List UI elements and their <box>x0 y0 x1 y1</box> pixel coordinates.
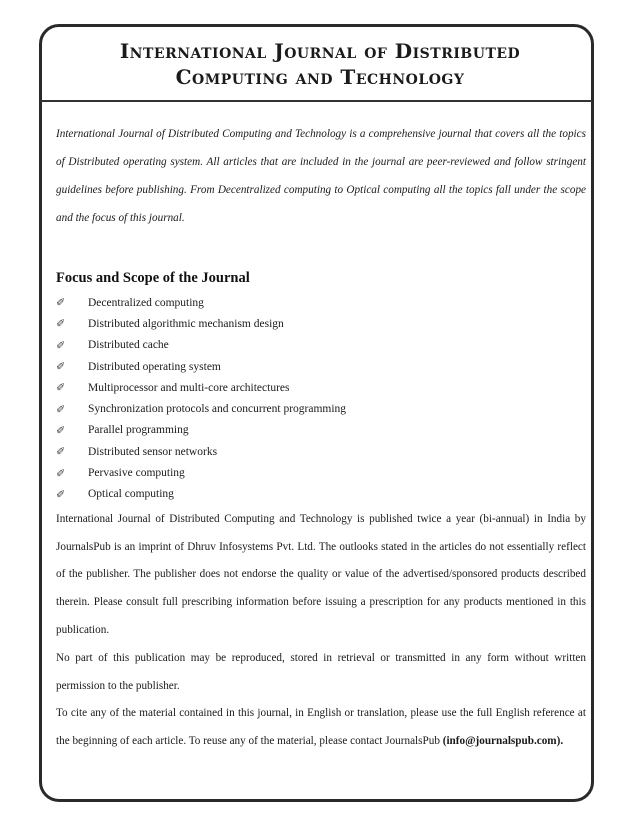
pencil-icon: ✐ <box>56 488 66 501</box>
journal-title-line-1: International Journal of Distributed <box>119 39 521 63</box>
list-item-label: Distributed sensor networks <box>88 445 218 458</box>
list-item <box>56 292 576 313</box>
list-item <box>56 398 576 419</box>
journal-title <box>60 38 580 90</box>
pencil-icon: ✐ <box>56 403 66 416</box>
list-item <box>56 313 576 334</box>
citation-paragraph <box>56 700 586 755</box>
citation-text: To cite any of the material contained in this journal, in English or translation, please use the full English reference at the beginning of each article. To reuse any of the material, please contact JournalsPub <box>56 707 586 747</box>
list-item-label: Pervasive computing <box>88 467 185 480</box>
list-item <box>56 462 576 483</box>
focus-topic-list <box>56 292 576 505</box>
list-item <box>56 335 576 356</box>
copyright-paragraph: No part of this publication may be reproduced, stored in retrieval or transmitted in any form without written permission to the publisher. <box>56 652 586 692</box>
pencil-icon: ✐ <box>56 339 66 352</box>
list-item-label: Distributed cache <box>88 339 169 352</box>
pencil-icon: ✐ <box>56 467 66 480</box>
journal-title-line-2: Computing and Technology <box>175 65 465 89</box>
list-item-label: Multiprocessor and multi-core architectures <box>88 381 290 394</box>
pencil-icon: ✐ <box>56 318 66 331</box>
list-item-label: Optical computing <box>88 488 174 501</box>
list-item <box>56 420 576 441</box>
contact-email: (info@journalspub.com). <box>442 734 564 747</box>
list-item-label: Parallel programming <box>88 424 189 437</box>
pencil-icon: ✐ <box>56 446 66 459</box>
list-item-label: Synchronization protocols and concurrent programming <box>88 403 347 416</box>
list-item-label: Decentralized computing <box>88 296 204 309</box>
pencil-icon: ✐ <box>56 361 66 374</box>
list-item-label: Distributed algorithmic mechanism design <box>88 317 284 330</box>
list-item-label: Distributed operating system <box>88 360 221 373</box>
list-item <box>56 441 576 462</box>
intro-paragraph: International Journal of Distributed Computing and Technology is a comprehensive journal that covers all the topics of Distributed operating system. All articles that are included in the journal are peer-reviewed and follow stringent guidelines before publishing. From Decentralized computing to Optical computing all the topics fall under the scope and the focus of this journal. <box>56 128 586 224</box>
pencil-icon: ✐ <box>56 297 66 310</box>
list-item <box>56 356 576 377</box>
pencil-icon: ✐ <box>56 382 66 395</box>
list-item <box>56 484 576 505</box>
title-divider <box>40 100 592 102</box>
list-item <box>56 377 576 398</box>
publication-info-paragraph: International Journal of Distributed Computing and Technology is published twice a year (bi-annual) in India by JournalsPub is an imprint of Dhruv Infosystems Pvt. Ltd. The outlooks stated in the articles do not essentially reflect of the publisher. The publisher does not endorse the quality or value of the advertised/sponsored products described therein. Please consult full prescribing information before issuing a prescription for any products mentioned in this publication. <box>56 513 586 636</box>
focus-scope-heading: Focus and Scope of the Journal <box>56 270 250 286</box>
pencil-icon: ✐ <box>56 424 66 437</box>
